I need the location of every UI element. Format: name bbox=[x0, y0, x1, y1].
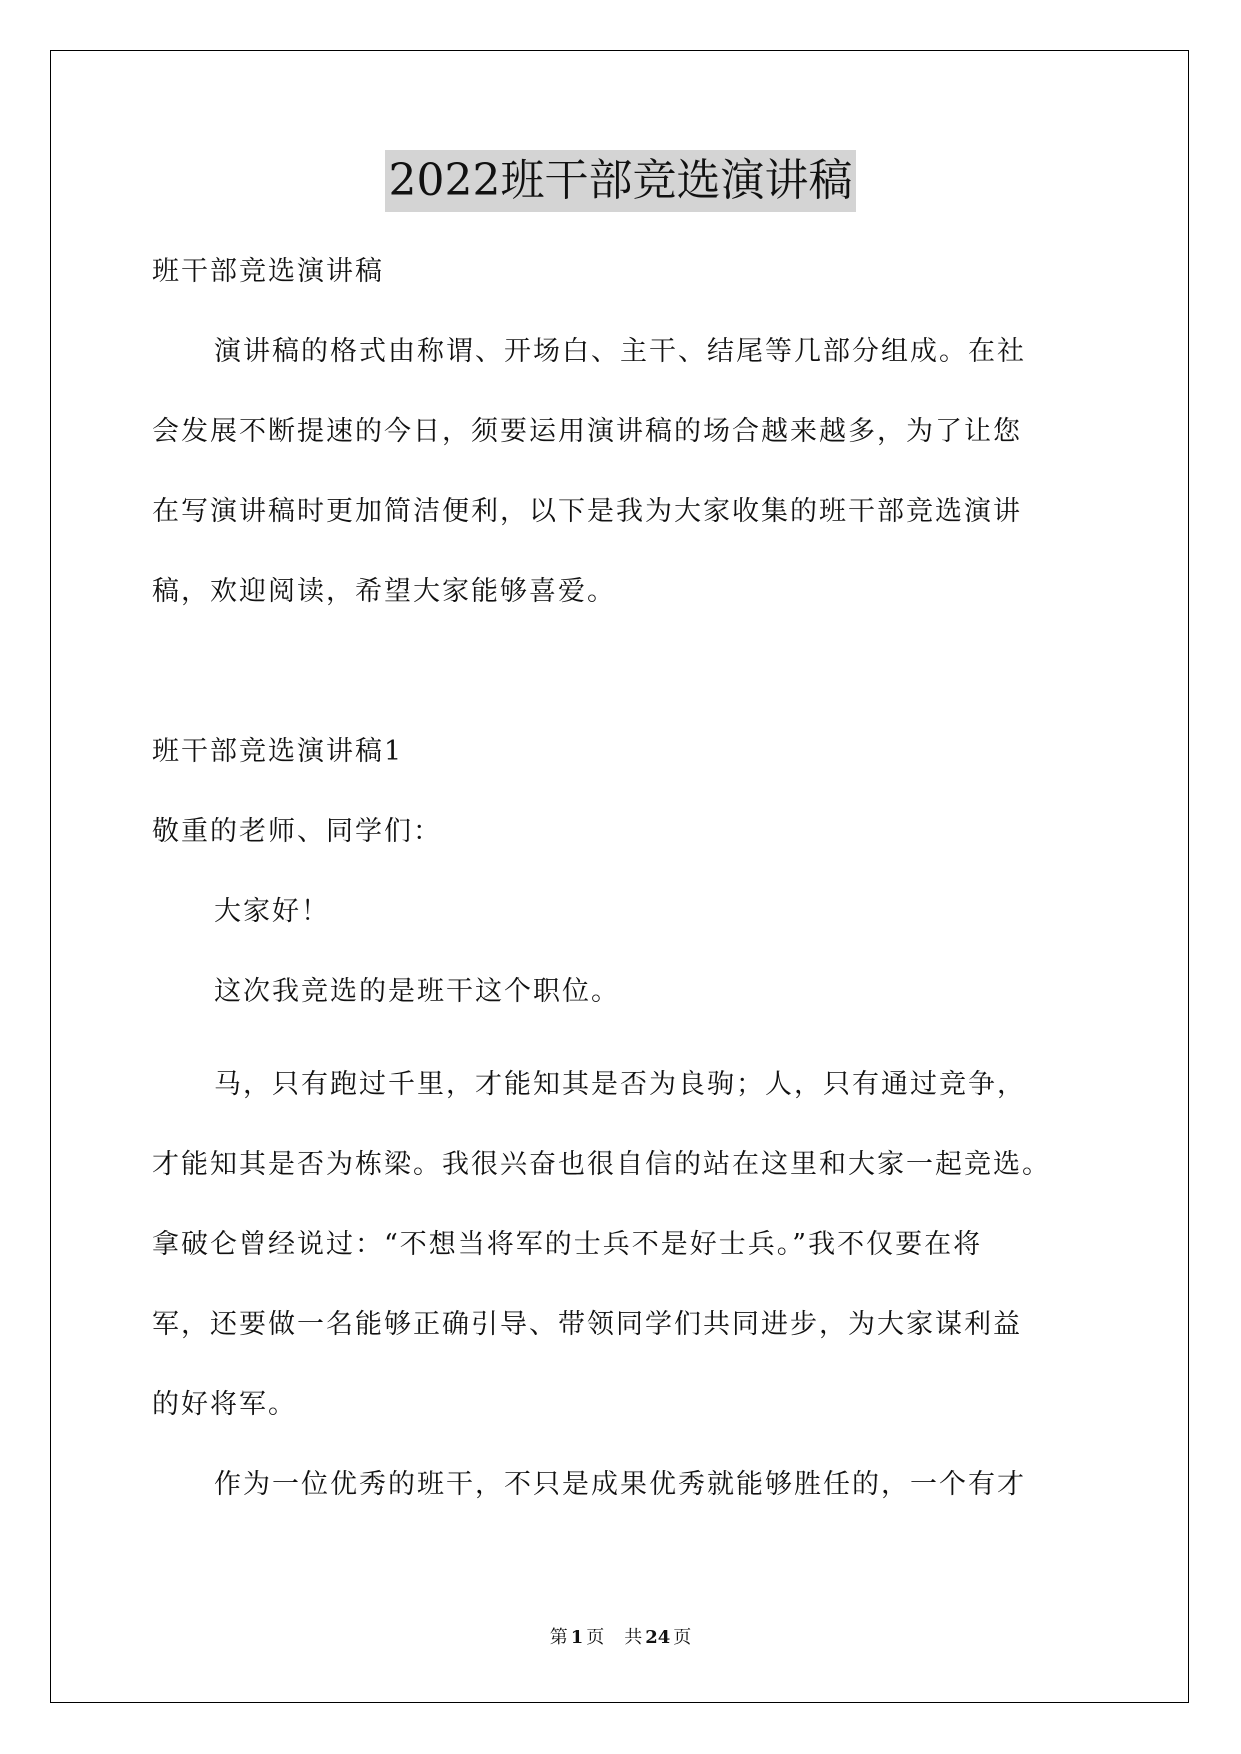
paragraph-line: 才能知其是否为栋梁。我很兴奋也很自信的站在这里和大家一起竞选。 bbox=[152, 1149, 1051, 1180]
paragraph-line: 马，只有跑过千里，才能知其是否为良驹；人，只有通过竞争， bbox=[214, 1069, 1026, 1100]
document-title: 2022班干部竞选演讲稿 bbox=[385, 150, 857, 212]
paragraph-gap bbox=[152, 1032, 1092, 1045]
footer-prefix: 第 bbox=[549, 1627, 568, 1648]
paragraph-line: 稿，欢迎阅读，希望大家能够喜爱。 bbox=[152, 576, 616, 607]
current-page-number: 1 bbox=[570, 1627, 584, 1648]
paragraph-line: 拿破仑曾经说过：“不想当将军的士兵不是好士兵。”我不仅要在将 bbox=[152, 1229, 983, 1260]
document-body bbox=[152, 232, 1092, 1525]
blank-line bbox=[152, 632, 1092, 712]
page-footer bbox=[0, 1623, 1241, 1649]
title-container bbox=[0, 150, 1241, 212]
salutation: 敬重的老师、同学们： bbox=[152, 816, 442, 847]
footer-total-suffix: 页 bbox=[673, 1627, 692, 1648]
greeting: 大家好！ bbox=[214, 896, 330, 927]
total-pages-number: 24 bbox=[645, 1627, 671, 1648]
paragraph-line: 会发展不断提速的今日，须要运用演讲稿的场合越来越多，为了让您 bbox=[152, 416, 1022, 447]
paragraph-line: 演讲稿的格式由称谓、开场白、主干、结尾等几部分组成。在社 bbox=[214, 336, 1026, 367]
paragraph-line: 在写演讲稿时更加简洁便利，以下是我为大家收集的班干部竞选演讲 bbox=[152, 496, 1022, 527]
section-heading: 班干部竞选演讲稿1 bbox=[152, 736, 404, 767]
paragraph-line: 作为一位优秀的班干，不只是成果优秀就能够胜任的，一个有才 bbox=[214, 1469, 1026, 1500]
footer-page-word: 页 bbox=[586, 1627, 605, 1648]
paragraph-line: 这次我竞选的是班干这个职位。 bbox=[214, 976, 620, 1007]
paragraph-line: 的好将军。 bbox=[152, 1389, 297, 1420]
paragraph-heading: 班干部竞选演讲稿 bbox=[152, 256, 384, 287]
paragraph-line: 军，还要做一名能够正确引导、带领同学们共同进步，为大家谋利益 bbox=[152, 1309, 1022, 1340]
footer-total-prefix: 共 bbox=[624, 1627, 643, 1648]
